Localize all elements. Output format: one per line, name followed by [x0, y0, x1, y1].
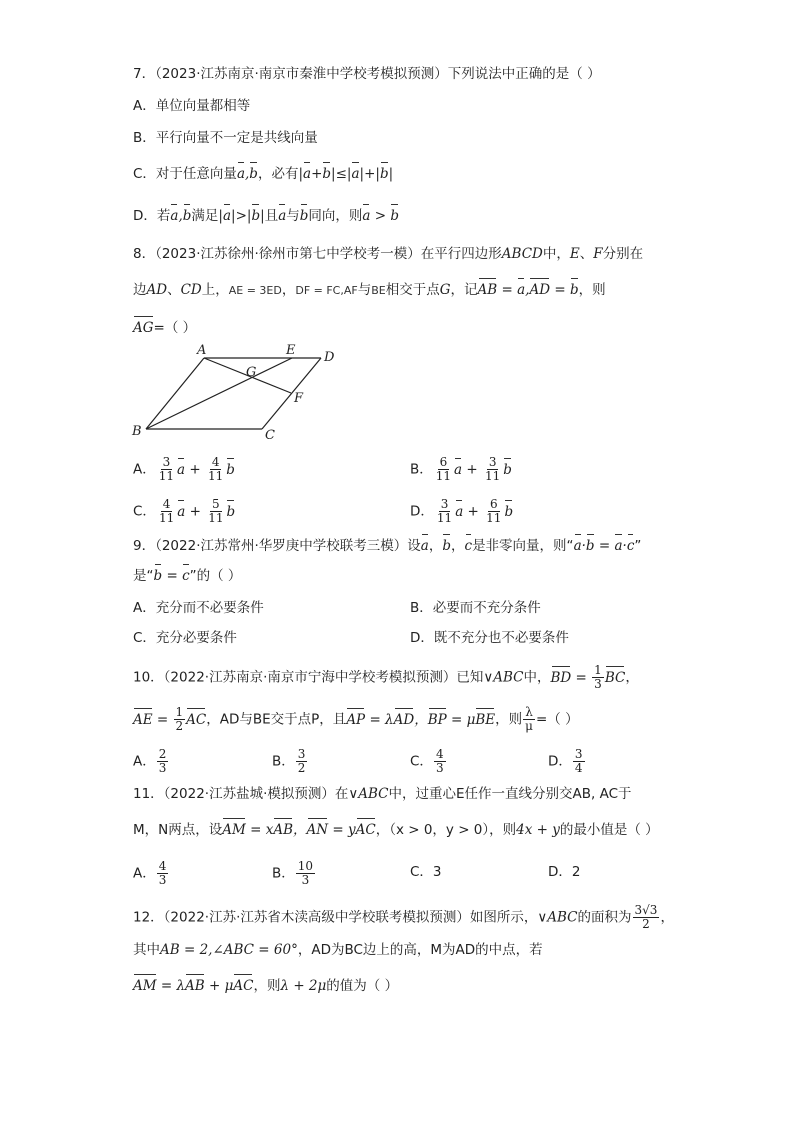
parallelogram-figure	[125, 338, 355, 448]
q8-option-d: D． $\frac{3}{11}$ a + $\frac{6}{11}$ b	[410, 497, 514, 525]
q9-stem-line1: 9．（2022·江苏常州·华罗庚中学校联考三模）设a，b，c是非零向量，则“a·b = a·c”	[133, 538, 642, 554]
q11-option-a: A． $\frac{4}{3}$	[133, 859, 167, 887]
q10-option-b: B． $\frac{3}{2}$	[272, 747, 306, 775]
q12-stem-line1: 12．（2022·江苏·江苏省木渎高级中学校联考模拟预测）如图所示，∨ABC的面积为 $\frac{3√3}{2}$ ，	[133, 903, 674, 931]
q11-option-d: D．2	[548, 864, 581, 880]
q7-option-d: D．若a,b满足|a|>|b|且a与b同向，则a > b	[133, 208, 400, 224]
q10-option-a: A． $\frac{2}{3}$	[133, 747, 167, 775]
q7-stem: 7．（2023·江苏南京·南京市秦淮中学校考模拟预测）下列说法中正确的是（ ）	[133, 66, 601, 82]
label-a: A	[197, 343, 207, 358]
q8-option-c: C． $\frac{4}{11}$ a + $\frac{5}{11}$ b	[133, 497, 236, 525]
q10-stem-line1: 10．（2022·江苏南京·南京市宁海中学校考模拟预测）已知∨ABC中，BD = $\frac{1}{3}$ BC，	[133, 663, 639, 691]
q8-stem-line2: 边AD、CD上，AE = 3ED，DF = FC,AF与BE相交于点G，记AB = a,AD = b，则	[133, 282, 606, 298]
q8-stem-line3: AG=（ ）	[133, 320, 197, 336]
q9-option-a: A．充分而不必要条件	[133, 600, 264, 616]
label-d: D	[324, 350, 335, 365]
label-g: G	[246, 365, 257, 380]
q10-option-d: D． $\frac{3}{4}$	[548, 747, 583, 775]
q11-stem-line1: 11．（2022·江苏盐城·模拟预测）在∨ABC中，过重心E任作一直线分别交AB, AC于	[133, 786, 632, 802]
q11-stem-line2: M，N两点，设AM = xAB，AN = yAC，（x > 0，y > 0），则4x + y的最小值是（ ）	[133, 822, 659, 838]
q7-option-c: C．对于任意向量a,b，必有|a+b|≤|a|+|b|	[133, 166, 394, 182]
q9-option-b: B．必要而不充分条件	[410, 600, 541, 616]
q7-option-b: B．平行向量不一定是共线向量	[133, 130, 318, 146]
q8-stem-line1: 8．（2023·江苏徐州·徐州市第七中学校考一模）在平行四边形ABCD中，E、F分别在	[133, 246, 644, 262]
q12-stem-line3: AM = λAB + μAC，则λ + 2μ的值为（ ）	[133, 978, 399, 994]
q7-option-a: A．单位向量都相等	[133, 98, 251, 114]
q10-option-c: C． $\frac{4}{3}$	[410, 747, 444, 775]
q8-option-b: B． $\frac{6}{11}$ a + $\frac{3}{11}$ b	[410, 455, 512, 483]
q9-option-d: D．既不充分也不必要条件	[410, 630, 569, 646]
label-c: C	[265, 428, 275, 443]
label-b: B	[132, 424, 142, 439]
q9-stem-line2: 是“b = c”的（ ）	[133, 568, 242, 584]
q11-option-b: B． $\frac{10}{3}$	[272, 859, 314, 887]
q11-option-c: C．3	[410, 864, 442, 880]
label-e: E	[286, 343, 296, 358]
label-f: F	[294, 391, 304, 406]
edge-ba	[146, 358, 204, 429]
q10-stem-line2: AE = $\frac{1}{2}$ AC，AD与BE交于点P，且AP = λAD，BP = μBE，则 $\frac{\lambda}{\mu}$ =（ ）	[133, 705, 579, 733]
q9-option-c: C．充分必要条件	[133, 630, 237, 646]
q12-stem-line2: 其中AB = 2,∠ABC = 60°，AD为BC边上的高，M为AD的中点，若	[133, 942, 543, 958]
q8-option-a: A． $\frac{3}{11}$ a + $\frac{4}{11}$ b	[133, 455, 235, 483]
